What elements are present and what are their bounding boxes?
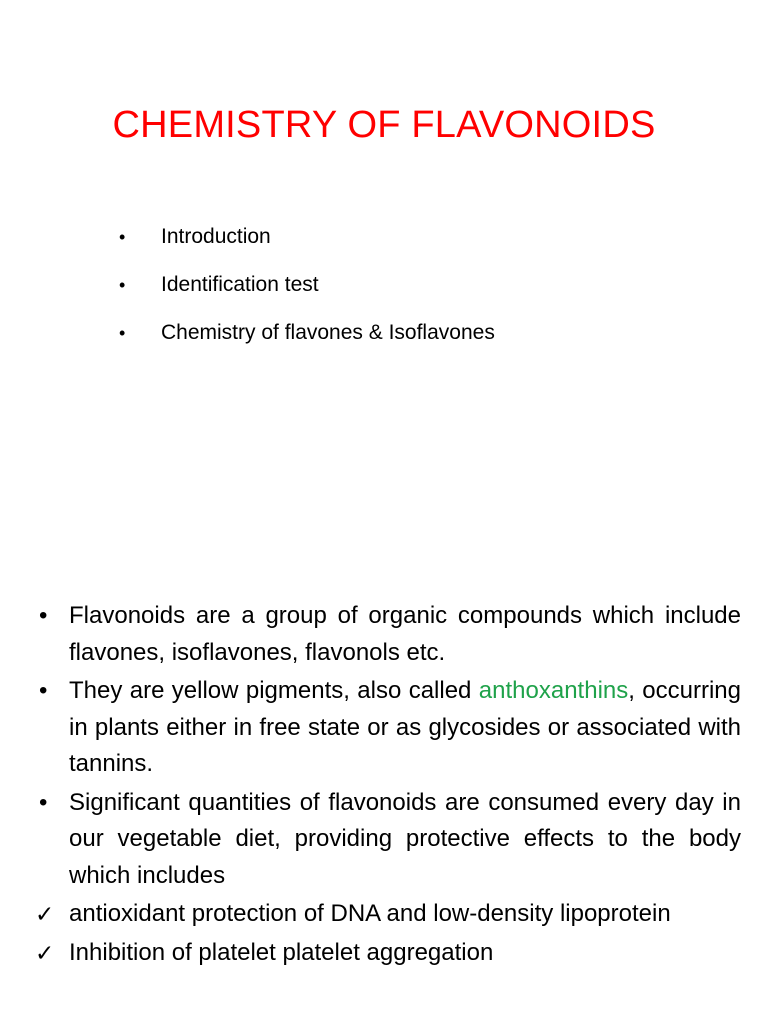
list-item: ✓ antioxidant protection of DNA and low-density lipoprotein bbox=[37, 896, 741, 933]
bullet-icon: • bbox=[39, 602, 48, 629]
list-item: • Significant quantities of flavonoids are consumed every day in our vegetable diet, providing protective effects to the body which includes bbox=[37, 785, 741, 895]
list-item: • Chemistry of flavones & Isoflavones bbox=[117, 318, 495, 366]
list-item: • Introduction bbox=[117, 222, 495, 270]
slide-title: CHEMISTRY OF FLAVONOIDS bbox=[112, 104, 656, 146]
bullet-icon: • bbox=[119, 275, 126, 295]
bullet-icon: • bbox=[119, 227, 126, 247]
content-slide bbox=[0, 570, 768, 1024]
list-item: • Flavonoids are a group of organic compounds which include flavones, isoflavones, flavonols etc. bbox=[37, 598, 741, 671]
check-icon: ✓ bbox=[35, 939, 55, 966]
topics-list bbox=[117, 222, 495, 366]
list-item: • Identification test bbox=[117, 270, 495, 318]
bullet-icon: • bbox=[119, 323, 126, 343]
list-item: ✓ Inhibition of platelet platelet aggregation bbox=[37, 935, 741, 972]
content-list bbox=[37, 598, 741, 973]
bullet-icon: • bbox=[39, 677, 48, 704]
list-item: • They are yellow pigments, also called anthoxanthins, occurring in plants either in free state or as glycosides or associated with tannins. bbox=[37, 673, 741, 783]
bullet-icon: • bbox=[39, 788, 48, 816]
check-icon: ✓ bbox=[35, 901, 55, 927]
highlight-term: anthoxanthins bbox=[478, 677, 629, 704]
